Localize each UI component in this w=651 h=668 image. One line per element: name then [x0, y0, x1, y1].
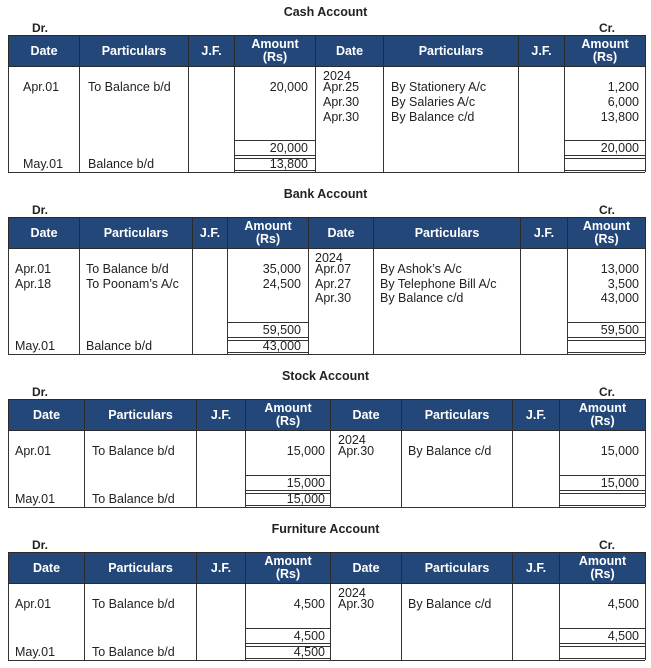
debit-balance-date: May.01 — [15, 645, 56, 659]
credit-year: 2024 — [315, 251, 343, 265]
debit-amount: 4,500 — [293, 597, 325, 611]
column-divider — [308, 249, 309, 354]
debit-balance-date: May.01 — [15, 492, 56, 506]
debit-date: Apr.18 — [15, 276, 52, 291]
column-divider — [188, 67, 189, 172]
account-title: Bank Account — [283, 187, 368, 201]
column-divider — [645, 249, 646, 354]
header-amount: Amount (Rs) — [227, 217, 309, 249]
total-double-rule — [559, 490, 645, 494]
debit-balance-particulars: To Balance b/d — [92, 492, 175, 506]
table-bottom-border — [8, 354, 645, 355]
debit-particulars: To Balance b/d — [86, 262, 169, 276]
column-divider — [315, 67, 316, 172]
credit-date: Apr.30 — [315, 291, 352, 305]
header-particulars: Particulars — [84, 399, 197, 431]
credit-particulars: By Balance c/d — [391, 110, 475, 124]
total-double-rule — [567, 337, 645, 341]
header-particulars: Particulars — [383, 35, 519, 67]
credit-particulars: By Balance c/d — [380, 291, 464, 305]
header-date: Date — [315, 35, 384, 67]
credit-total: 59,500 — [600, 323, 639, 337]
column-divider — [520, 249, 521, 354]
header-particulars: Particulars — [84, 552, 197, 584]
header-amount: Amount (Rs) — [245, 552, 331, 584]
column-divider — [330, 584, 331, 660]
debit-particulars: To Balance b/d — [88, 80, 171, 94]
column-divider — [401, 584, 402, 660]
header-date: Date — [8, 217, 80, 249]
debit-amount: 24,500 — [262, 276, 301, 291]
credit-date: Apr.07 — [315, 262, 352, 276]
debit-balance-amount: 4,500 — [293, 645, 325, 659]
header-date: Date — [330, 399, 402, 431]
column-divider — [196, 584, 197, 660]
header-particulars: Particulars — [401, 399, 513, 431]
debit-particulars: To Balance b/d — [92, 597, 175, 611]
credit-amount: 13,800 — [600, 110, 639, 124]
column-divider — [518, 67, 519, 172]
column-divider — [373, 249, 374, 354]
header-particulars: Particulars — [401, 552, 513, 584]
header-amount: Amount (Rs) — [559, 552, 646, 584]
credit-amount: 15,000 — [600, 444, 639, 458]
total-double-rule — [559, 643, 645, 647]
table-bottom-border — [8, 172, 645, 173]
debit-label: Dr. — [32, 385, 49, 399]
debit-label: Dr. — [32, 538, 49, 552]
column-divider — [512, 431, 513, 507]
column-divider — [383, 67, 384, 172]
header-jf: J.F. — [512, 552, 560, 584]
column-divider — [512, 584, 513, 660]
debit-particulars: To Poonam’s A/c — [86, 276, 179, 291]
header-date: Date — [8, 552, 85, 584]
header-jf: J.F. — [188, 35, 235, 67]
table-bottom-border — [8, 507, 645, 508]
debit-balance-particulars: Balance b/d — [86, 339, 153, 353]
header-amount: Amount (Rs) — [564, 35, 646, 67]
column-divider — [645, 431, 646, 507]
debit-total: 20,000 — [269, 141, 308, 155]
debit-amount: 20,000 — [269, 80, 308, 94]
balance-rule — [559, 505, 645, 506]
header-amount: Amount (Rs) — [567, 217, 646, 249]
debit-label: Dr. — [32, 21, 49, 35]
header-particulars: Particulars — [79, 35, 189, 67]
credit-particulars: By Stationery A/c — [391, 80, 487, 94]
credit-amount: 1,200 — [607, 80, 639, 94]
column-divider — [84, 431, 85, 507]
credit-amount: 13,000 — [600, 262, 639, 276]
debit-total: 15,000 — [286, 476, 325, 490]
debit-date: Apr.01 — [15, 597, 52, 611]
credit-year: 2024 — [323, 69, 351, 83]
header-jf: J.F. — [192, 217, 228, 249]
column-divider — [79, 249, 80, 354]
credit-total: 20,000 — [600, 141, 639, 155]
account-title: Furniture Account — [271, 522, 380, 536]
column-divider — [645, 67, 646, 172]
header-amount: Amount (Rs) — [559, 399, 646, 431]
balance-rule — [564, 170, 645, 171]
credit-amount: 43,000 — [600, 291, 639, 305]
credit-particulars: By Ashok’s A/c — [380, 262, 462, 276]
debit-balance-date: May.01 — [23, 157, 64, 171]
credit-particulars: By Balance c/d — [408, 597, 492, 611]
total-double-rule — [564, 155, 645, 159]
column-divider — [8, 67, 9, 172]
column-divider — [645, 584, 646, 660]
header-amount: Amount (Rs) — [245, 399, 331, 431]
header-jf: J.F. — [518, 35, 565, 67]
header-date: Date — [308, 217, 374, 249]
credit-label: Cr. — [599, 385, 616, 399]
table-bottom-border — [8, 660, 645, 661]
column-divider — [192, 249, 193, 354]
column-divider — [559, 431, 560, 507]
credit-date: Apr.30 — [323, 110, 360, 124]
balance-rule — [567, 352, 645, 353]
column-divider — [79, 67, 80, 172]
credit-particulars: By Telephone Bill A/c — [380, 276, 497, 291]
header-particulars: Particulars — [373, 217, 521, 249]
header-particulars: Particulars — [79, 217, 193, 249]
credit-particulars: By Balance c/d — [408, 444, 492, 458]
debit-balance-amount: 43,000 — [262, 339, 301, 353]
credit-amount: 3,500 — [607, 276, 639, 291]
header-jf: J.F. — [196, 399, 246, 431]
credit-total: 15,000 — [600, 476, 639, 490]
credit-date: Apr.30 — [323, 95, 360, 109]
credit-year: 2024 — [338, 433, 366, 447]
header-jf: J.F. — [196, 552, 246, 584]
credit-date: Apr.30 — [338, 597, 375, 611]
credit-year: 2024 — [338, 586, 366, 600]
header-jf: J.F. — [512, 399, 560, 431]
column-divider — [196, 431, 197, 507]
credit-label: Cr. — [599, 538, 616, 552]
debit-particulars: To Balance b/d — [92, 444, 175, 458]
credit-particulars: By Salaries A/c — [391, 95, 476, 109]
column-divider — [401, 431, 402, 507]
debit-label: Dr. — [32, 203, 49, 217]
debit-balance-amount: 15,000 — [286, 492, 325, 506]
debit-date: Apr.01 — [23, 80, 60, 94]
header-date: Date — [8, 399, 85, 431]
debit-balance-particulars: To Balance b/d — [92, 645, 175, 659]
column-divider — [84, 584, 85, 660]
balance-rule — [559, 658, 645, 659]
credit-date: Apr.25 — [323, 80, 360, 94]
debit-total: 59,500 — [262, 323, 301, 337]
debit-amount: 35,000 — [262, 262, 301, 276]
debit-date: Apr.01 — [15, 444, 52, 458]
credit-date: Apr.27 — [315, 276, 352, 291]
debit-balance-date: May.01 — [15, 339, 56, 353]
debit-date: Apr.01 — [15, 262, 52, 276]
column-divider — [559, 584, 560, 660]
credit-label: Cr. — [599, 203, 616, 217]
account-title: Stock Account — [281, 369, 370, 383]
credit-label: Cr. — [599, 21, 616, 35]
column-divider — [8, 431, 9, 507]
debit-amount: 15,000 — [286, 444, 325, 458]
credit-total: 4,500 — [607, 629, 639, 643]
credit-date: Apr.30 — [338, 444, 375, 458]
debit-balance-amount: 13,800 — [269, 157, 308, 171]
header-date: Date — [8, 35, 80, 67]
header-amount: Amount (Rs) — [234, 35, 316, 67]
credit-amount: 6,000 — [607, 95, 639, 109]
header-date: Date — [330, 552, 402, 584]
debit-balance-particulars: Balance b/d — [88, 157, 155, 171]
column-divider — [8, 584, 9, 660]
account-title: Cash Account — [283, 5, 368, 19]
column-divider — [330, 431, 331, 507]
header-jf: J.F. — [520, 217, 568, 249]
column-divider — [8, 249, 9, 354]
credit-amount: 4,500 — [607, 597, 639, 611]
debit-total: 4,500 — [293, 629, 325, 643]
